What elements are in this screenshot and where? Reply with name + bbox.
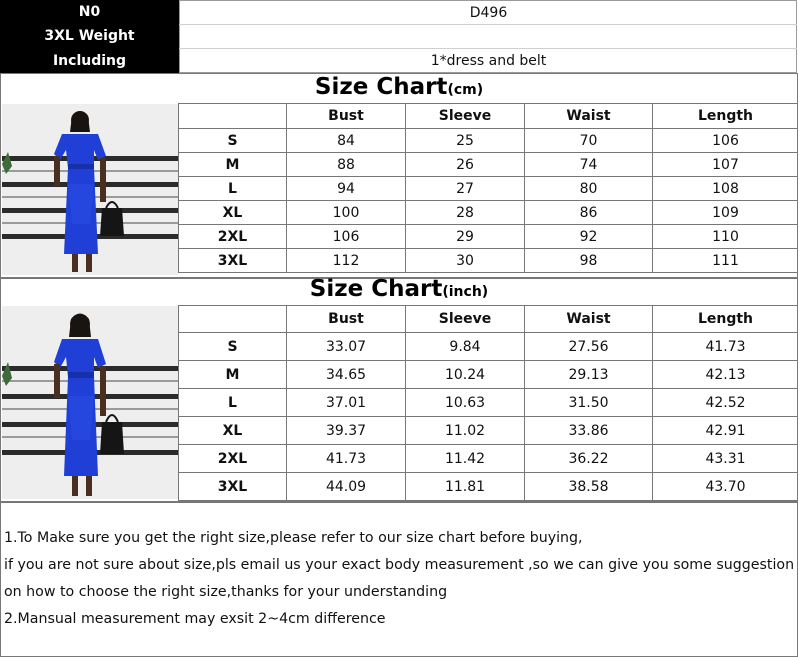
measurement-cell: 28 xyxy=(406,201,525,225)
empty-corner-cell xyxy=(179,104,287,129)
measurement-cell: 107 xyxy=(653,153,798,177)
size-chart-inch-title: Size Chart(inch) xyxy=(309,276,489,302)
size-label-cell: 2XL xyxy=(179,225,287,249)
measurement-cell: 33.07 xyxy=(287,333,406,361)
measurement-cell: 98 xyxy=(525,249,653,273)
table-row xyxy=(179,389,798,417)
table-row xyxy=(179,473,798,501)
note-line: if you are not sure about size,pls email us your exact body measurement ,so we can give you some suggestion xyxy=(4,557,795,573)
measurement-cell: 11.81 xyxy=(406,473,525,501)
measurement-cell: 39.37 xyxy=(287,417,406,445)
measurement-cell: 10.63 xyxy=(406,389,525,417)
column-header: Waist xyxy=(525,104,653,129)
header-divider xyxy=(179,24,797,25)
measurement-cell: 41.73 xyxy=(653,333,798,361)
table-header-row xyxy=(179,104,798,129)
size-label-cell: M xyxy=(179,153,287,177)
measurement-cell: 33.86 xyxy=(525,417,653,445)
value-no: D496 xyxy=(469,5,508,21)
size-chart-cm-title: Size Chart(cm) xyxy=(314,74,484,100)
header-divider xyxy=(179,48,797,49)
measurement-cell: 11.42 xyxy=(406,445,525,473)
measurement-cell: 43.70 xyxy=(653,473,798,501)
measurement-cell: 70 xyxy=(525,129,653,153)
table-row xyxy=(179,201,798,225)
size-table-cm xyxy=(178,103,798,273)
column-header: Length xyxy=(653,306,798,333)
measurement-cell: 26 xyxy=(406,153,525,177)
measurement-cell: 110 xyxy=(653,225,798,249)
size-label-cell: S xyxy=(179,129,287,153)
model-blue-dress-photo-icon xyxy=(2,104,178,275)
measurement-cell: 25 xyxy=(406,129,525,153)
note-line: on how to choose the right size,thanks for your understanding xyxy=(4,584,448,600)
measurement-cell: 31.50 xyxy=(525,389,653,417)
label-including: Including xyxy=(52,53,127,69)
measurement-cell: 29.13 xyxy=(525,361,653,389)
column-header: Sleeve xyxy=(406,306,525,333)
table-header-row xyxy=(179,306,798,333)
size-label-cell: S xyxy=(179,333,287,361)
label-weight: 3XL Weight xyxy=(44,28,135,44)
measurement-cell: 42.91 xyxy=(653,417,798,445)
table-row xyxy=(179,225,798,249)
table-row xyxy=(179,361,798,389)
measurement-cell: 37.01 xyxy=(287,389,406,417)
measurement-cell: 11.02 xyxy=(406,417,525,445)
measurement-cell: 34.65 xyxy=(287,361,406,389)
size-label-cell: 3XL xyxy=(179,249,287,273)
measurement-cell: 94 xyxy=(287,177,406,201)
size-label-cell: L xyxy=(179,177,287,201)
measurement-cell: 74 xyxy=(525,153,653,177)
table-row xyxy=(179,153,798,177)
size-label-cell: 2XL xyxy=(179,445,287,473)
note-line: 2.Mansual measurement may exsit 2~4cm difference xyxy=(4,611,386,627)
value-including: 1*dress and belt xyxy=(430,53,547,69)
measurement-cell: 27 xyxy=(406,177,525,201)
measurement-cell: 111 xyxy=(653,249,798,273)
measurement-cell: 9.84 xyxy=(406,333,525,361)
measurement-cell: 109 xyxy=(653,201,798,225)
measurement-cell: 10.24 xyxy=(406,361,525,389)
size-label-cell: XL xyxy=(179,417,287,445)
table-row xyxy=(179,177,798,201)
model-photo-cm xyxy=(2,104,178,275)
table-row xyxy=(179,333,798,361)
model-photo-inch xyxy=(2,306,178,499)
measurement-cell: 108 xyxy=(653,177,798,201)
column-header: Sleeve xyxy=(406,104,525,129)
measurement-cell: 112 xyxy=(287,249,406,273)
measurement-cell: 84 xyxy=(287,129,406,153)
measurement-cell: 100 xyxy=(287,201,406,225)
table-row xyxy=(179,445,798,473)
size-label-cell: XL xyxy=(179,201,287,225)
measurement-cell: 106 xyxy=(287,225,406,249)
header-label-column xyxy=(0,0,179,73)
note-line: 1.To Make sure you get the right size,please refer to our size chart before buying, xyxy=(4,530,583,546)
label-no: N0 xyxy=(78,4,101,20)
size-label-cell: L xyxy=(179,389,287,417)
table-row xyxy=(179,417,798,445)
measurement-cell: 44.09 xyxy=(287,473,406,501)
measurement-cell: 29 xyxy=(406,225,525,249)
measurement-cell: 92 xyxy=(525,225,653,249)
table-row xyxy=(179,129,798,153)
measurement-cell: 30 xyxy=(406,249,525,273)
product-header xyxy=(0,0,798,73)
size-notes xyxy=(4,525,794,633)
measurement-cell: 106 xyxy=(653,129,798,153)
size-table-inch xyxy=(178,305,798,501)
measurement-cell: 80 xyxy=(525,177,653,201)
measurement-cell: 43.31 xyxy=(653,445,798,473)
column-header: Bust xyxy=(287,306,406,333)
empty-corner-cell xyxy=(179,306,287,333)
measurement-cell: 86 xyxy=(525,201,653,225)
measurement-cell: 41.73 xyxy=(287,445,406,473)
measurement-cell: 36.22 xyxy=(525,445,653,473)
size-label-cell: M xyxy=(179,361,287,389)
measurement-cell: 88 xyxy=(287,153,406,177)
measurement-cell: 27.56 xyxy=(525,333,653,361)
measurement-cell: 42.13 xyxy=(653,361,798,389)
size-label-cell: 3XL xyxy=(179,473,287,501)
model-blue-dress-photo-icon xyxy=(2,306,178,499)
table-row xyxy=(179,249,798,273)
measurement-cell: 42.52 xyxy=(653,389,798,417)
column-header: Waist xyxy=(525,306,653,333)
measurement-cell: 38.58 xyxy=(525,473,653,501)
header-value-column xyxy=(179,0,797,73)
column-header: Bust xyxy=(287,104,406,129)
column-header: Length xyxy=(653,104,798,129)
